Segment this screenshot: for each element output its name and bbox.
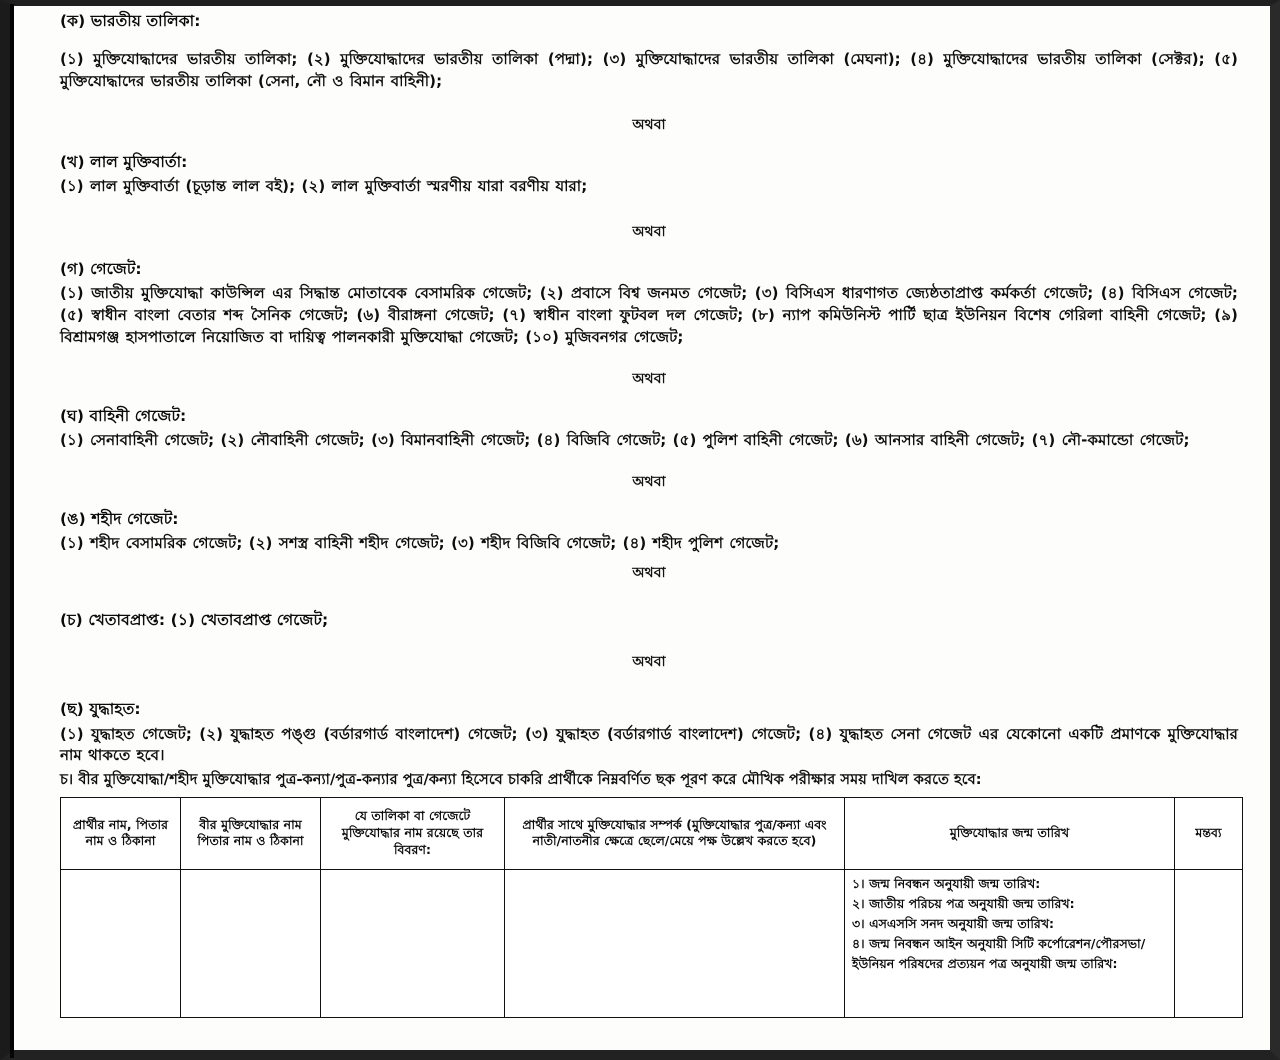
th-gazette-details: যে তালিকা বা গেজেটে মুক্তিযোদ্ধার নাম রয়েছে তার বিবরণ: <box>321 797 505 869</box>
section-juddhahoto-body: (১) যুদ্ধাহত গেজেট; (২) যুদ্ধাহত পঙ্গু (বর্ডারগার্ড বাংলাদেশ) গেজেট; (৩) যুদ্ধাহত (বর্ডারগার্ড বাংলাদেশ) গেজেট; (৪) যুদ্ধাহত সেনা গেজেট এর যেকোনো একটি প্রমাণকে মুক্তিযোদ্ধার নাম থাকতে হবে। <box>60 724 1238 765</box>
th-candidate-name: প্রার্থীর নাম, পিতার নাম ও ঠিকানা <box>61 797 181 869</box>
freedom-fighter-form-table <box>60 797 1243 1018</box>
th-dob: মুক্তিযোদ্ধার জন্ম তারিখ <box>845 797 1175 869</box>
section-ga-heading: (গ) গেজেট: <box>60 260 142 278</box>
cell-relation[interactable] <box>505 869 845 1017</box>
section-gha <box>60 407 1238 452</box>
th-relation: প্রার্থীর সাথে মুক্তিযোদ্ধার সম্পর্ক (মুক্তিযোদ্ধার পুত্র/কন্যা এবং নাতী/নাতনীর ক্ষেত্রে ছেলে/মেয়ে পক্ষ উল্লেখ করতে হবে) <box>505 797 845 869</box>
separator-4: অথবা <box>632 473 666 490</box>
section-ka <box>60 12 1238 93</box>
table-row <box>61 869 1243 1017</box>
separator-2: অথবা <box>632 224 666 240</box>
section-khetabprapto-body: (১) খেতাবপ্রাপ্ত গেজেট; <box>170 610 329 629</box>
section-shahid-gazette <box>60 510 1238 555</box>
th-remarks: মন্তব্য <box>1175 797 1243 869</box>
cell-remarks[interactable] <box>1175 869 1243 1017</box>
section-juddhahoto <box>60 700 1238 767</box>
dob-item-4: ৪। জন্ম নিবন্ধন আইন অনুযায়ী সিটি কর্পোরেশন/পৌরসভা/ইউনিয়ন পরিষদের প্রত্যয়ন পত্র অনুযায়ী জন্ম তারিখ: <box>852 936 1146 972</box>
cell-gazette-details[interactable] <box>321 869 505 1017</box>
section-juddhahoto-heading: (ছ) যুদ্ধাহত: <box>60 700 141 719</box>
section-khetabprapto-line <box>60 611 1238 630</box>
separator-1: অথবা <box>632 116 666 133</box>
table-body <box>61 869 1243 1017</box>
dob-item-list <box>850 874 1169 974</box>
dob-item-3: ৩। এসএসসি সনদ অনুযায়ী জন্ম তারিখ: <box>852 916 1055 932</box>
separator-6: অথবা <box>632 654 666 671</box>
section-ka-heading: (ক) ভারতীয় তালিকা: <box>60 12 201 30</box>
section-khetabprapto <box>60 611 1238 630</box>
section-kha-heading: (খ) লাল মুক্তিবার্তা: <box>60 152 188 171</box>
section-shahid-body: (১) শহীদ বেসামরিক গেজেট; (২) সশস্ত্র বাহিনী শহীদ গেজেট; (৩) শহীদ বিজিবি গেজেট; (৪) শহীদ পুলিশ গেজেট; <box>60 534 780 553</box>
cell-candidate-name[interactable] <box>61 869 181 1017</box>
separator-5: অথবা <box>632 564 666 581</box>
section-ga-body: (১) জাতীয় মুক্তিযোদ্ধা কাউন্সিল এর সিদ্ধান্ত মোতাবেক বেসামরিক গেজেট; (২) প্রবাসে বিশ্ব জনমত গেজেট; (৩) বিসিএস ধারণাগত জ্যেষ্ঠতাপ্রাপ্ত কর্মকর্তা গেজেট; (৪) বিসিএস গেজেট; (৫) স্বাধীন বাংলা বেতার শব্দ সৈনিক গেজেট; (৬) বীরাঙ্গনা গেজেট; (৭) স্বাধীন বাংলা ফুটবল দল গেজেট; (৮) ন্যাপ কমিউনিস্ট পার্টি ছাত্র ইউনিয়ন বিশেষ গেরিলা বাহিনী গেজেট; (৯) বিশ্রামগঞ্জ হাসপাতালে নিয়োজিত বা দায়িত্ব পালনকারী মুক্তিযোদ্ধা গেজেট; (১০) মুজিবনগর গেজেট; <box>60 284 1238 346</box>
closing-instruction: চ। বীর মুক্তিযোদ্ধা/শহীদ মুক্তিযোদ্ধার পুত্র-কন্যা/পুত্র-কন্যার পুত্র/কন্যা হিসেবে চাকরি প্রার্থীকে নিম্নবর্ণিত ছক পূরণ করে মৌখিক পরীক্ষার সময় দাখিল করতে হবে: <box>60 772 982 789</box>
section-ga <box>60 260 1238 349</box>
separator-3: অথবা <box>632 370 666 387</box>
cell-freedom-fighter-name[interactable] <box>181 869 321 1017</box>
table-header <box>61 797 1243 869</box>
th-freedom-fighter-name: বীর মুক্তিযোদ্ধার নাম পিতার নাম ও ঠিকানা <box>181 797 321 869</box>
dob-item-1: ১। জন্ম নিবন্ধন অনুযায়ী জন্ম তারিখ: <box>852 875 1041 891</box>
section-ka-body: (১) মুক্তিযোদ্ধাদের ভারতীয় তালিকা; (২) মুক্তিযোদ্ধাদের ভারতীয় তালিকা (পদ্মা); (৩) মুক্তিযোদ্ধাদের ভারতীয় তালিকা (মেঘনা); (৪) মুক্তিযোদ্ধাদের ভারতীয় তালিকা (সেক্টর); (৫) মুক্তিযোদ্ধাদের ভারতীয় তালিকা (সেনা, নৌ ও বিমান বাহিনী); <box>60 50 1238 91</box>
table-header-row <box>61 797 1243 869</box>
section-shahid-heading: (ঙ) শহীদ গেজেট: <box>60 509 179 528</box>
section-khetabprapto-heading: (চ) খেতাবপ্রাপ্ত: <box>60 610 166 629</box>
section-gha-heading: (ঘ) বাহিনী গেজেট: <box>60 406 187 425</box>
dob-item-2: ২। জাতীয় পরিচয় পত্র অনুযায়ী জন্ম তারিখ: <box>852 896 1075 912</box>
section-gha-body: (১) সেনাবাহিনী গেজেট; (২) নৌবাহিনী গেজেট; (৩) বিমানবাহিনী গেজেট; (৪) বিজিবি গেজেট; (৫) পুলিশ বাহিনী গেজেট; (৬) আনসার বাহিনী গেজেট; (৭) নৌ-কমান্ডো গেজেট; <box>60 431 1190 449</box>
section-kha <box>60 153 1238 198</box>
cell-dob[interactable] <box>845 869 1175 1017</box>
section-kha-body: (১) লাল মুক্তিবার্তা (চূড়ান্ত লাল বই); (২) লাল মুক্তিবার্তা স্মরণীয় যারা বরণীয় যারা; <box>60 177 588 196</box>
